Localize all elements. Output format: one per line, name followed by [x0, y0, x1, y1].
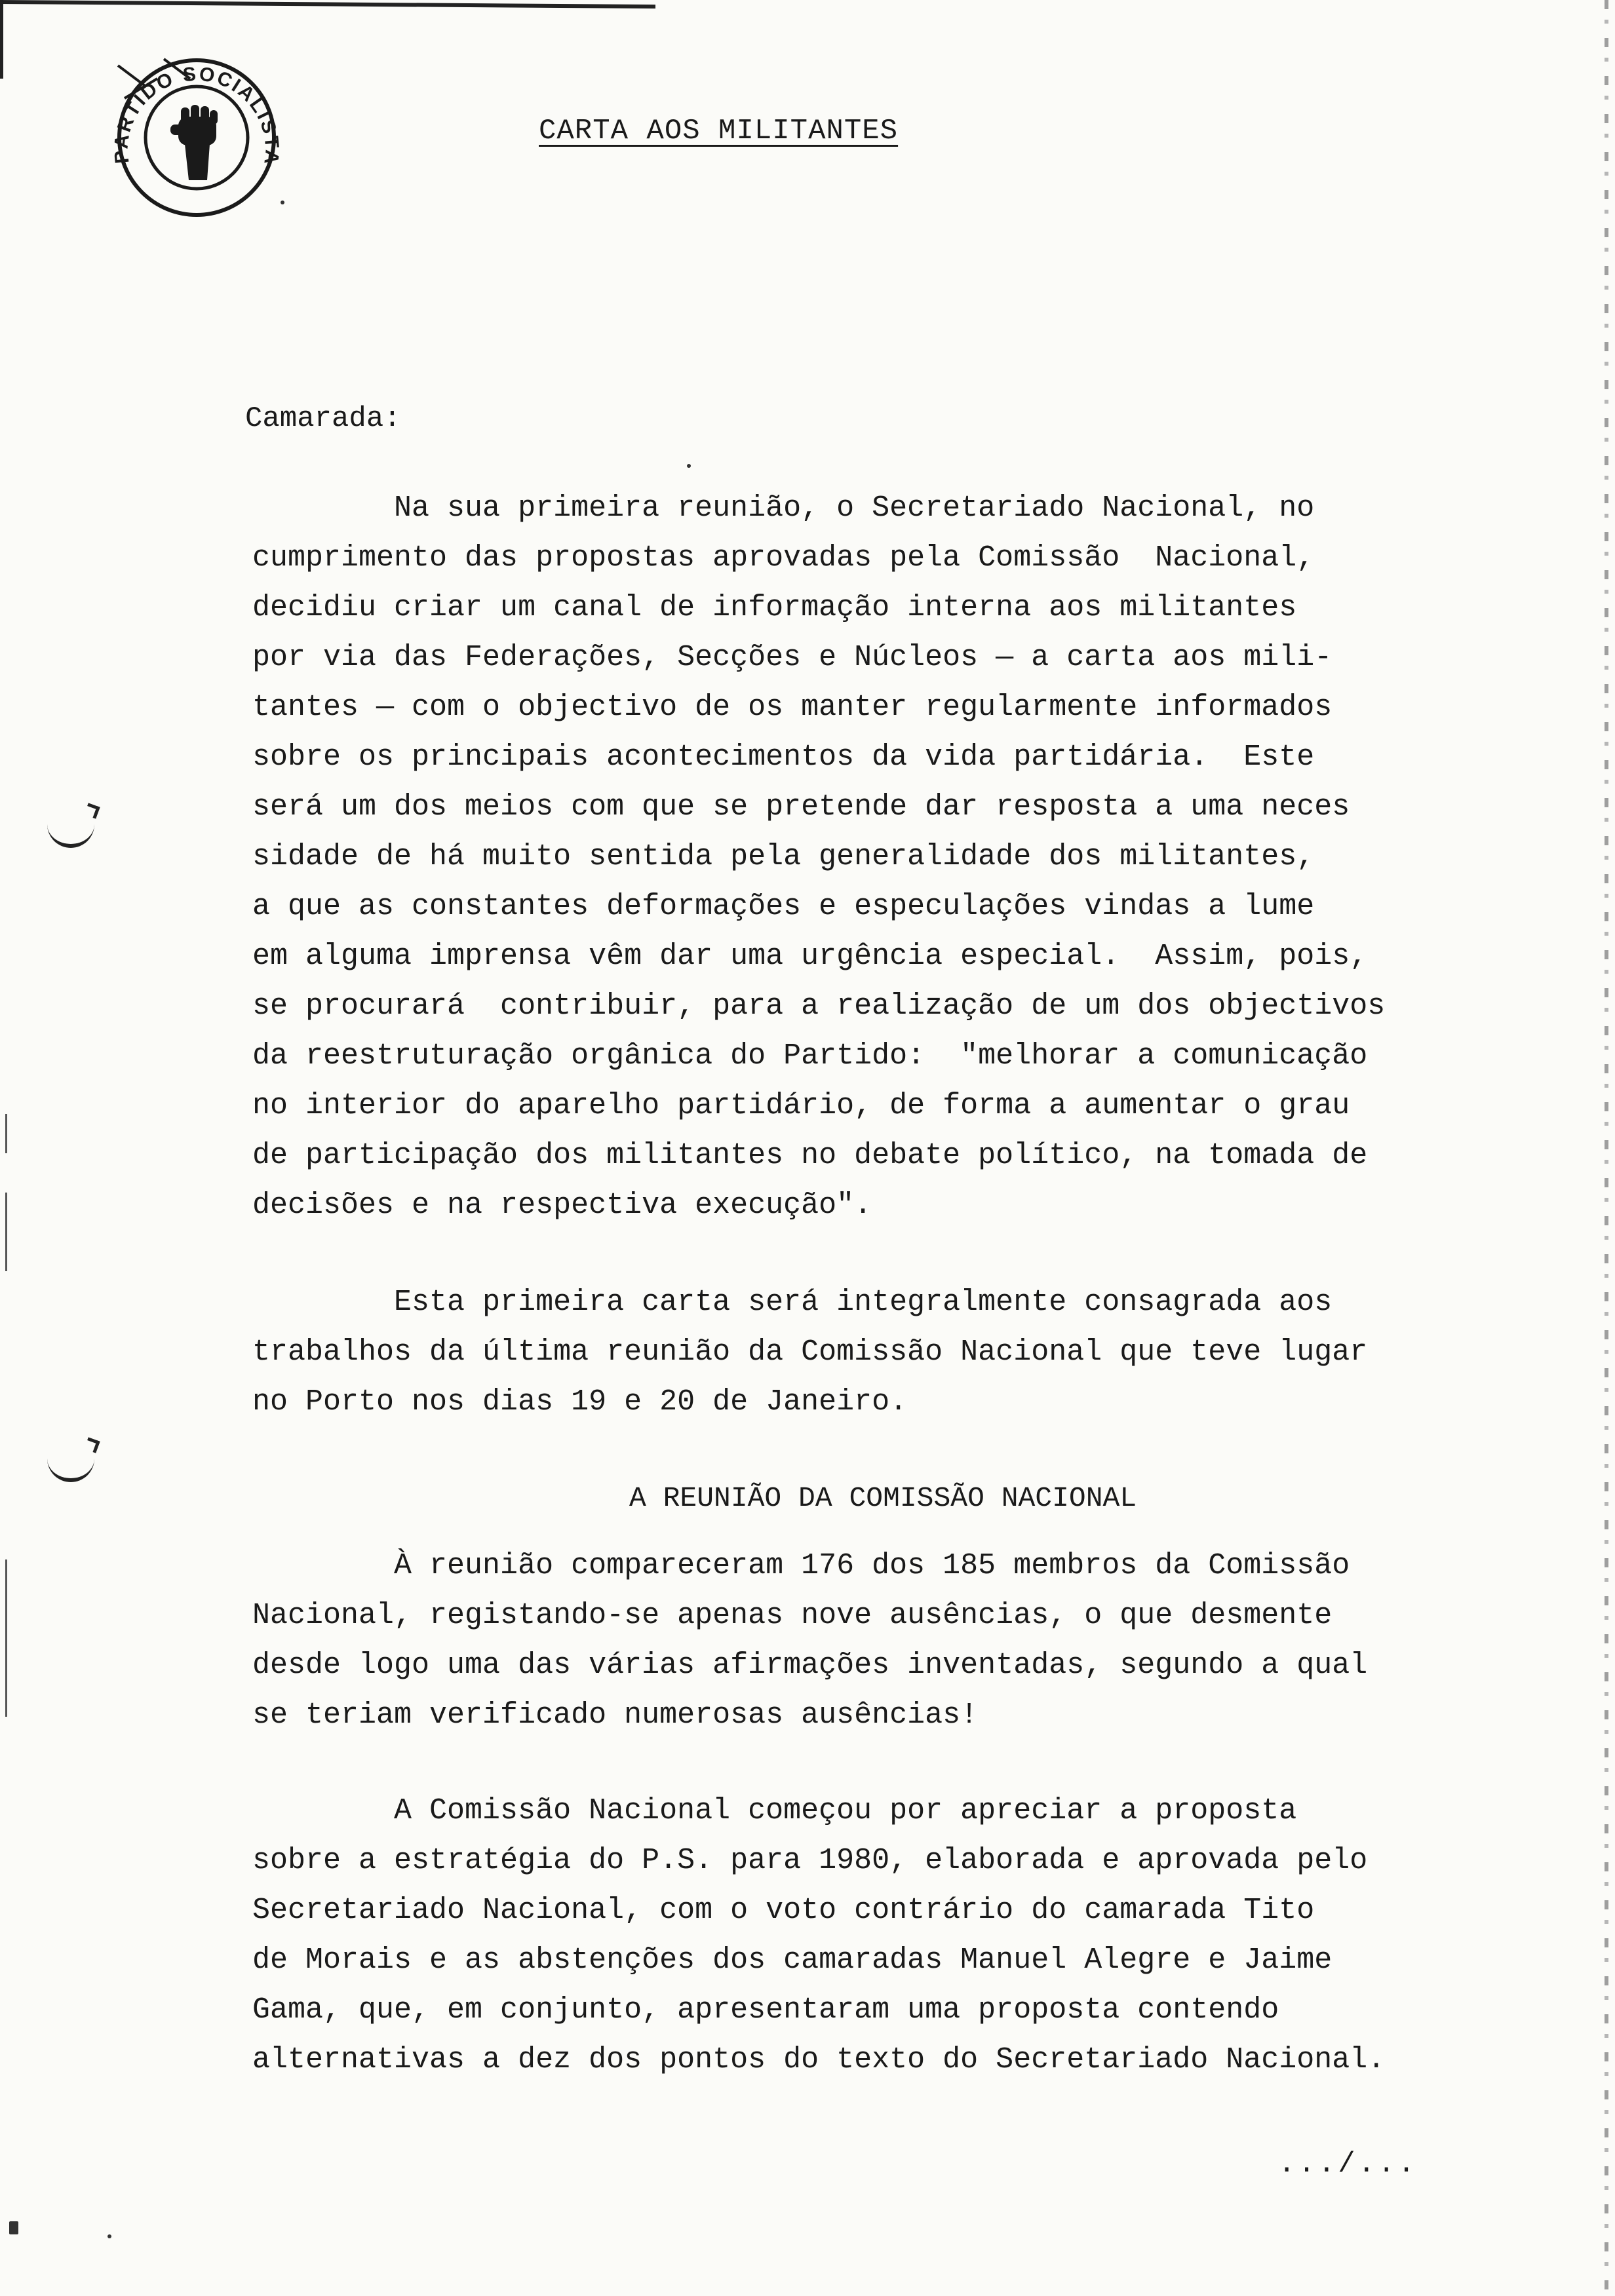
page-title: CARTA AOS MILITANTES — [539, 115, 899, 147]
text-line: se procurará contribuir, para a realização de um dos objectivos — [252, 989, 1386, 1023]
scan-speck — [9, 2221, 18, 2234]
text-line: desde logo uma das várias afirmações inventadas, segundo a qual — [252, 1649, 1368, 1682]
section-heading: A REUNIÃO DA COMISSÃO NACIONAL — [629, 1482, 1137, 1514]
text-line: se teriam verificado numerosas ausências! — [252, 1698, 979, 1732]
svg-text:PARTIDO SOCIALISTA: PARTIDO SOCIALISTA — [110, 63, 283, 168]
scan-speck — [107, 2234, 111, 2238]
text-line: tantes — com o objectivo de os manter regularmente informados — [252, 691, 1333, 724]
hole-punch-mark — [47, 814, 94, 848]
scan-edge-corner — [0, 0, 12, 79]
text-line: Nacional, registando-se apenas nove ausências, o que desmente — [252, 1599, 1333, 1632]
paragraph-attendance — [252, 1541, 1524, 1740]
hole-punch-mark — [47, 1448, 94, 1482]
text-line: sobre a estratégia do P.S. para 1980, elaborada e aprovada pelo — [252, 1844, 1368, 1877]
text-line: em alguma imprensa vêm dar uma urgência especial. Assim, pois, — [252, 940, 1368, 973]
text-line: de participação dos militantes no debate político, na tomada de — [252, 1139, 1368, 1172]
text-line: de Morais e as abstenções dos camaradas Manuel Alegre e Jaime — [252, 1943, 1333, 1977]
continuation-mark: .../... — [1278, 2148, 1418, 2181]
text-line: trabalhos da última reunião da Comissão Nacional que teve lugar — [252, 1335, 1368, 1369]
text-line: cumprimento das propostas aprovadas pela Comissão Nacional, — [252, 541, 1315, 575]
text-line: À reunião compareceram 176 dos 185 membros da Comissão — [252, 1549, 1350, 1582]
text-line: no Porto nos dias 19 e 20 de Janeiro. — [252, 1385, 908, 1419]
paragraph-intro — [252, 484, 1524, 1231]
text-line: no interior do aparelho partidário, de forma a aumentar o grau — [252, 1089, 1350, 1122]
fist-seal-icon — [105, 39, 288, 223]
text-line: decidiu criar um canal de informação interna aos militantes — [252, 591, 1297, 624]
text-line: Esta primeira carta será integralmente consagrada aos — [252, 1286, 1333, 1319]
text-line: será um dos meios com que se pretende dar resposta a uma neces — [252, 790, 1350, 824]
scan-mark-left — [5, 1193, 7, 1271]
paragraph-first-letter — [252, 1278, 1524, 1427]
scan-speck — [687, 464, 691, 468]
text-line: Gama, que, em conjunto, apresentaram uma proposta contendo — [252, 1993, 1279, 2027]
text-line: sobre os principais acontecimentos da vida partidária. Este — [252, 740, 1315, 774]
paragraph-strategy — [252, 1786, 1524, 2085]
text-line: A Comissão Nacional começou por apreciar a proposta — [252, 1794, 1297, 1827]
scan-edge-top — [0, 0, 655, 18]
scan-edge-right — [1605, 0, 1608, 2296]
party-logo — [105, 39, 288, 223]
text-line: Secretariado Nacional, com o voto contrário do camarada Tito — [252, 1894, 1315, 1927]
text-line: a que as constantes deformações e especulações vindas a lume — [252, 890, 1315, 923]
text-line: por via das Federações, Secções e Núcleos — a carta aos mili- — [252, 641, 1333, 674]
text-line: Na sua primeira reunião, o Secretariado Nacional, no — [252, 491, 1315, 525]
scan-mark-left — [5, 1114, 7, 1153]
salutation: Camarada: — [245, 402, 401, 435]
text-line: alternativas a dez dos pontos do texto do Secretariado Nacional. — [252, 2043, 1386, 2076]
text-line: decisões e na respectiva execução". — [252, 1189, 872, 1222]
text-line: da reestruturação orgânica do Partido: "melhorar a comunicação — [252, 1039, 1368, 1073]
scan-mark-left — [5, 1559, 7, 1717]
text-line: sidade de há muito sentida pela generalidade dos militantes, — [252, 840, 1315, 873]
